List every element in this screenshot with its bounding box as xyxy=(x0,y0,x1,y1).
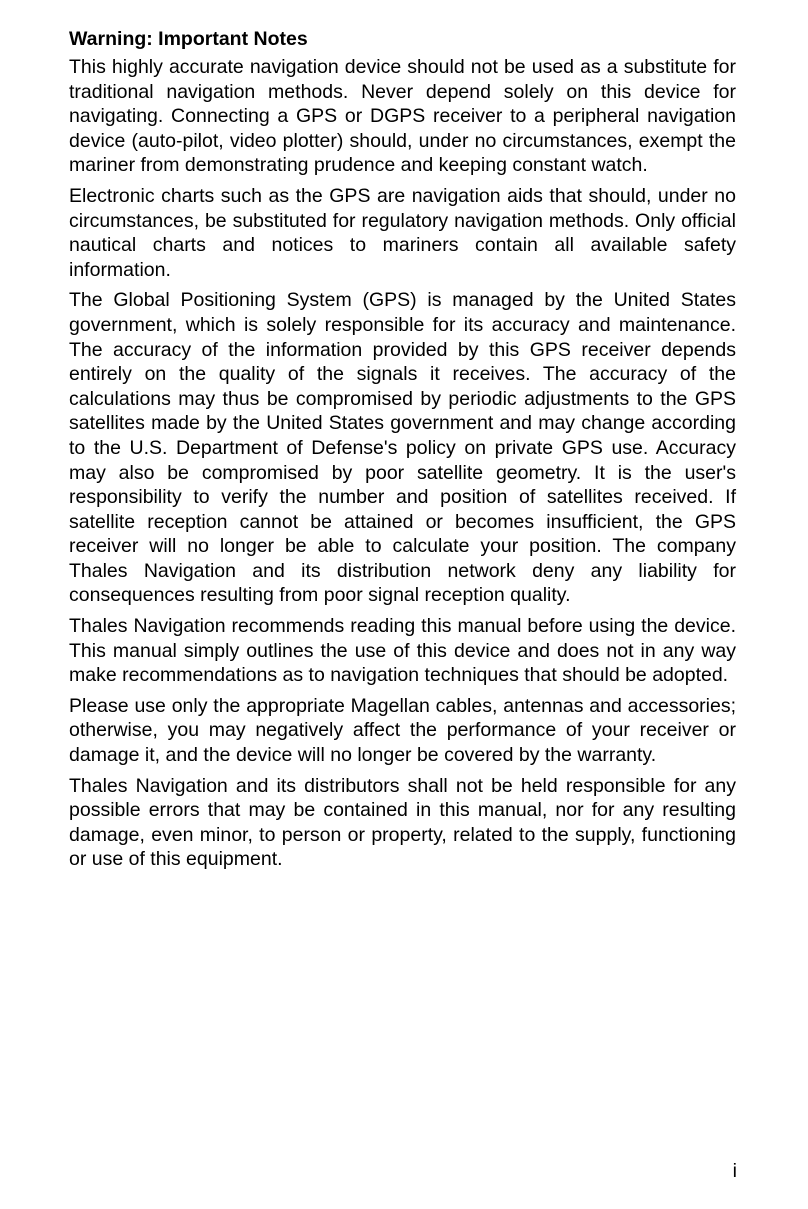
page-number: i xyxy=(732,1160,737,1182)
paragraph-electronic-charts: Electronic charts such as the GPS are navigation aids that should, under no circumstances, be substituted for regulatory navigation methods. Only official nautical charts and notices to mariners contain all available safety information. xyxy=(69,184,736,281)
paragraph-manual-recommendation: Thales Navigation recommends reading this manual before using the device. This manual simply outlines the use of this device and does not in any way make recommendations as to navigation techniques that should be adopted. xyxy=(69,615,736,687)
paragraph-navigation-substitute: This highly accurate navigation device should not be used as a substitute for traditional navigation methods. Never depend solely on this device for navigating. Connecting a GPS or DGPS receiver to a peripheral navigation device (auto-pilot, video plotter) should, under no circumstances, exempt the mariner from demonstrating prudence and keeping constant watch. xyxy=(69,56,736,177)
paragraph-liability: Thales Navigation and its distributors shall not be held responsible for any possible errors that may be contained in this manual, nor for any resulting damage, even minor, to person or property, related to the supply, functioning or use of this equipment. xyxy=(69,774,736,871)
document-page xyxy=(69,26,736,878)
paragraph-gps-accuracy: The Global Positioning System (GPS) is managed by the United States government, which is solely responsible for its accuracy and maintenance. The accuracy of the information provided by this GPS receiver depends entirely on the quality of the signals it receives. The accuracy of the calculations may thus be compromised by periodic adjustments to the GPS satellites made by the United States government and may change according to the U.S. Department of Defense's policy on private GPS use. Accuracy may also be compromised by poor satellite geometry. It is the user's responsibility to verify the number and position of satellites received. If satellite reception cannot be attained or becomes insufficient, the GPS receiver will no longer be able to calculate your position. The company Thales Navigation and its distribution network deny any liability for consequences resulting from poor signal reception quality. xyxy=(69,289,736,607)
page-title: Warning: Important Notes xyxy=(69,28,308,50)
paragraph-accessories: Please use only the appropriate Magellan cables, antennas and accessories; otherwise, you may negatively affect the performance of your receiver or damage it, and the device will no longer be covered by the warranty. xyxy=(69,694,736,767)
